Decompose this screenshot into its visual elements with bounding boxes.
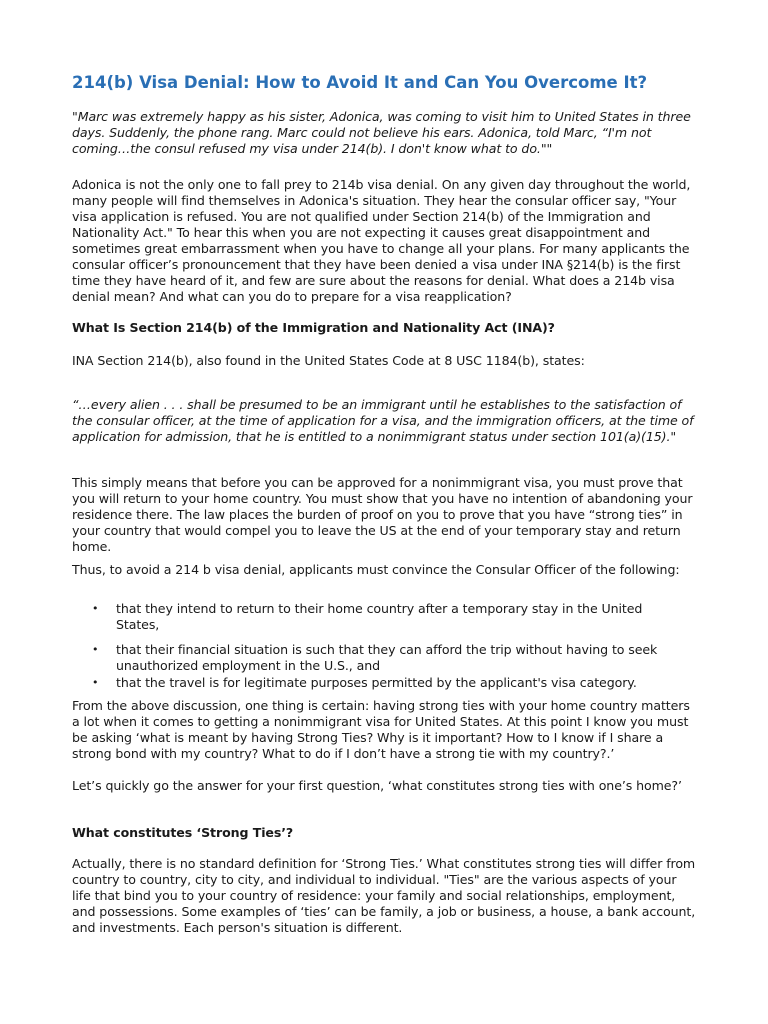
bullet-item-financial: that their financial situation is such that they can afford the trip without having to seek unauthorized employment in the U.S., and (116, 642, 658, 673)
article-title: 214(b) Visa Denial: How to Avoid It and Can You Overcome It? (72, 73, 648, 92)
paragraph-strong-ties-discussion: From the above discussion, one thing is certain: having strong ties with your home country matters a lot when it comes to getting a nonimmigrant visa for United States. At this point I know you must be asking ‘what is meant by having Strong Ties? Why is it important? How to I know if I share a strong bond with my country? What to do if I don’t have a strong tie with my country?.’ (72, 698, 690, 761)
bullet-item-return: that they intend to return to their home country after a temporary stay in the United States, (116, 601, 643, 632)
heading-section-214b: What Is Section 214(b) of the Immigration and Nationality Act (INA)? (72, 320, 555, 335)
statute-quote: “…every alien . . . shall be presumed to be an immigrant until he establishes to the satisfaction of the consular officer, at the time of application for a visa, and the immigration officers, at the time of application for admission, that he is entitled to a nonimmigrant status under section 101(a)(15)." (72, 397, 694, 444)
paragraph-first-question: Let’s quickly go the answer for your first question, ‘what constitutes strong ties with one’s home?’ (72, 778, 682, 793)
bullet-marker: • (92, 676, 99, 689)
heading-strong-ties: What constitutes ‘Strong Ties’? (72, 825, 294, 840)
bullet-marker: • (92, 602, 99, 615)
bullet-item-purpose: that the travel is for legitimate purposes permitted by the applicant's visa category. (116, 675, 637, 690)
bullet-marker: • (92, 643, 99, 656)
paragraph-meaning: This simply means that before you can be approved for a nonimmigrant visa, you must prove that you will return to your home country. You must show that you have no intention of abandoning your residence there. The law places the burden of proof on you to prove that you have “strong ties” in your country that would compel you to leave the US at the end of your temporary stay and return home. (72, 475, 693, 554)
paragraph-ina-section: INA Section 214(b), also found in the United States Code at 8 USC 1184(b), states: (72, 353, 585, 368)
paragraph-convince: Thus, to avoid a 214 b visa denial, applicants must convince the Consular Officer of the following: (72, 562, 680, 577)
paragraph-intro: Adonica is not the only one to fall prey to 214b visa denial. On any given day throughout the world, many people will find themselves in Adonica's situation. They hear the consular officer say, "Your visa application is refused. You are not qualified under Section 214(b) of the Immigration and Nationality Act." To hear this when you are not expecting it causes great disappointment and sometimes great embarrassment when you have to change all your plans. For many applicants the consular officer’s pronouncement that they have been denied a visa under INA §214(b) is the first time they have heard of it, and few are sure about the reasons for denial. What does a 214b visa denial mean? And what can you do to prepare for a visa reapplication? (72, 177, 691, 304)
intro-quote: "Marc was extremely happy as his sister, Adonica, was coming to visit him to United States in three days. Suddenly, the phone rang. Marc could not believe his ears. Adonica, told Marc, “I'm not coming…the consul refused my visa under 214(b). I don't know what to do."" (72, 109, 691, 156)
paragraph-strong-ties-definition: Actually, there is no standard definition for ‘Strong Ties.’ What constitutes strong ties will differ from country to country, city to city, and individual to individual. "Ties" are the various aspects of your life that bind you to your country of residence: your family and social relationships, employment, and possessions. Some examples of ‘ties’ can be family, a job or business, a house, a bank account, and investments. Each person's situation is different. (72, 856, 696, 935)
